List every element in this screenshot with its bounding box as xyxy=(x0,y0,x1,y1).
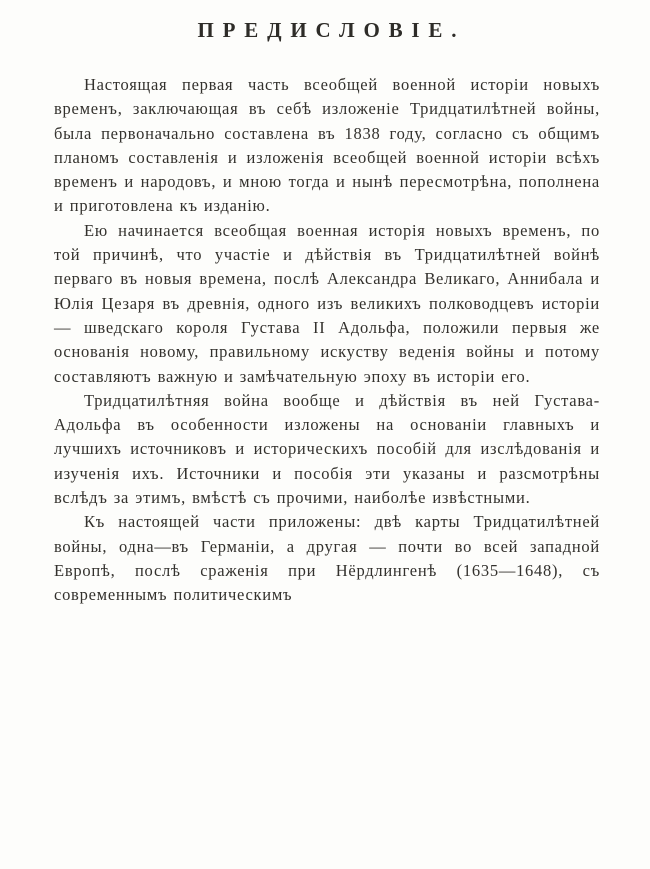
page-title: ПРЕДИСЛОВІЕ. xyxy=(197,18,466,42)
paragraph: Ею начинается всеобщая военная исторія новыхъ временъ, по той причинѣ, что участіе и дѣйствія въ Тридцатилѣтней войнѣ перваго въ новыя времена, послѣ Александра Великаго, Аннибала и Юлія Цезаря въ древнія, одного изъ великихъ полководцевъ исторіи — шведскаго короля Густава II Адольфа, положили первыя же основанія новому, правильному искуству веденія войны и потому составляютъ важную и замѣчательную эпоху въ исторіи его. xyxy=(54,220,600,386)
paragraph: Тридцатилѣтняя война вообще и дѣйствія въ ней Густава-Адольфа въ особенности изложены на основаніи главныхъ и лучшихъ источниковъ и историческихъ пособій для изслѣдованія и изученія ихъ. Источники и пособія эти указаны и разсмотрѣны вслѣдъ за этимъ, вмѣстѣ съ прочими, наиболѣе извѣстными. xyxy=(54,390,600,508)
paragraph: Къ настоящей части приложены: двѣ карты Тридцатилѣтней войны, одна—въ Германіи, а другая — почти во всей западной Европѣ, послѣ сраженія при Нёрдлингенѣ (1635—1648), съ современнымъ политическимъ xyxy=(54,512,600,605)
paragraph: Настоящая первая часть всеобщей военной исторіи новыхъ временъ, заключающая въ себѣ изложеніе Тридцатилѣтней войны, была первоначально составлена въ 1838 году, согласно съ общимъ планомъ составленія и изложенія всеобщей военной исторіи всѣхъ временъ и народовъ, и мною тогда и нынѣ пересмотрѣна, пополнена и приготовлена къ изданію. xyxy=(54,75,600,216)
page-body xyxy=(54,73,600,608)
